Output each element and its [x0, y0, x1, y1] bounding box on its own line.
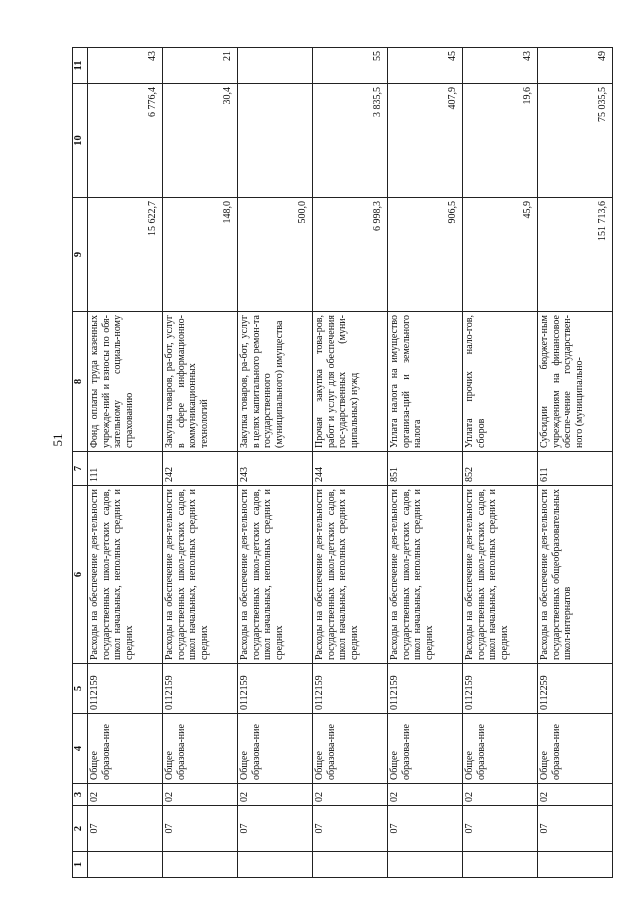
cell-plan-amount: 45,9	[463, 198, 538, 312]
header-col-3: 3	[73, 784, 88, 806]
cell-target-name: Расходы на обеспечение дея-тельности государственных школ-детских садов, школ начальных, неполных средних и средних	[388, 486, 463, 664]
cell-col-1	[238, 852, 313, 878]
header-col-6: 6	[73, 486, 88, 664]
cell-percent: 49	[538, 48, 613, 84]
cell-col-1	[88, 852, 163, 878]
header-row	[73, 48, 88, 878]
header-col-8: 8	[73, 312, 88, 452]
cell-target-name: Расходы на обеспечение дея-тельности государственных школ-детских садов, школ начальных, неполных средних и средних	[88, 486, 163, 664]
cell-expense-name: Субсидии бюджет-ным учреждениям на финансовое обеспе-чение государствен-ного (муниципально-	[538, 312, 613, 452]
cell-actual-amount: 19,6	[463, 84, 538, 198]
cell-expense-name: Закупка товаров, ра-бот, услуг в сфере информационно-коммуникационных технологий	[163, 312, 238, 452]
cell-expense-type: 852	[463, 452, 538, 486]
cell-target-name: Расходы на обеспечение дея-тельности государственных школ-детских садов, школ начальных, неполных средних и средних	[463, 486, 538, 664]
cell-col-1	[163, 852, 238, 878]
cell-percent: 55	[313, 48, 388, 84]
cell-actual-amount	[238, 84, 313, 198]
cell-section: 07	[463, 806, 538, 852]
cell-plan-amount: 906,5	[388, 198, 463, 312]
cell-col-1	[313, 852, 388, 878]
cell-col-1	[538, 852, 613, 878]
cell-actual-amount: 75 035,5	[538, 84, 613, 198]
table-row	[538, 48, 613, 878]
cell-percent: 21	[163, 48, 238, 84]
cell-plan-amount: 151 713,6	[538, 198, 613, 312]
cell-actual-amount: 3 835,5	[313, 84, 388, 198]
cell-section: 07	[388, 806, 463, 852]
rotated-table-wrapper	[72, 48, 627, 878]
header-col-5: 5	[73, 664, 88, 714]
cell-plan-amount: 500,0	[238, 198, 313, 312]
cell-col-1	[388, 852, 463, 878]
cell-section: 07	[238, 806, 313, 852]
cell-subsection: 02	[88, 784, 163, 806]
cell-section-name: Общее образова-ние	[238, 714, 313, 784]
cell-target-code: 0112159	[163, 664, 238, 714]
header-col-1: 1	[73, 852, 88, 878]
cell-target-name: Расходы на обеспечение дея-тельности государственных школ-детских садов, школ начальных, неполных средних и средних	[313, 486, 388, 664]
cell-target-code: 0112159	[313, 664, 388, 714]
cell-section: 07	[313, 806, 388, 852]
table-row	[163, 48, 238, 878]
cell-expense-type: 111	[88, 452, 163, 486]
page-number: 51	[50, 433, 65, 447]
cell-expense-type: 242	[163, 452, 238, 486]
cell-subsection: 02	[388, 784, 463, 806]
cell-target-code: 0112159	[388, 664, 463, 714]
cell-percent	[238, 48, 313, 84]
cell-plan-amount: 148,0	[163, 198, 238, 312]
cell-expense-name: Уплата прочих нало-гов, сборов	[463, 312, 538, 452]
cell-target-name: Расходы на обеспечение дея-тельности государственных школ-детских садов, школ начальных, неполных средних и средних	[163, 486, 238, 664]
cell-section-name: Общее образова-ние	[313, 714, 388, 784]
cell-target-name: Расходы на обеспечение дея-тельности государственных общеобразовательных школ-интернатов	[538, 486, 613, 664]
cell-actual-amount: 407,9	[388, 84, 463, 198]
cell-expense-name: Прочая закупка това-ров, работ и услуг для обеспечения гос-ударственных (муни-ципальных) нужд	[313, 312, 388, 452]
cell-subsection: 02	[238, 784, 313, 806]
cell-percent: 45	[388, 48, 463, 84]
cell-subsection: 02	[163, 784, 238, 806]
cell-col-1	[463, 852, 538, 878]
cell-expense-type: 244	[313, 452, 388, 486]
header-col-10: 10	[73, 84, 88, 198]
table-row	[463, 48, 538, 878]
cell-expense-name: Закупка товаров, ра-бот, услуг в целях капитального ремон-та государственного (муниципального) имущества	[238, 312, 313, 452]
cell-subsection: 02	[313, 784, 388, 806]
header-col-9: 9	[73, 198, 88, 312]
cell-expense-type: 611	[538, 452, 613, 486]
table-row	[313, 48, 388, 878]
cell-section: 07	[88, 806, 163, 852]
cell-section-name: Общее образова-ние	[538, 714, 613, 784]
cell-target-code: 0112159	[463, 664, 538, 714]
cell-expense-type: 851	[388, 452, 463, 486]
cell-target-code: 0112259	[538, 664, 613, 714]
cell-target-code: 0112159	[88, 664, 163, 714]
cell-target-code: 0112159	[238, 664, 313, 714]
cell-subsection: 02	[538, 784, 613, 806]
table-row	[388, 48, 463, 878]
header-col-2: 2	[73, 806, 88, 852]
cell-section-name: Общее образова-ние	[88, 714, 163, 784]
cell-expense-name: Фонд оплаты труда казенных учрежде-ний и взносы по обя-зательному социаль-ному страхованию	[88, 312, 163, 452]
cell-percent: 43	[88, 48, 163, 84]
header-col-11: 11	[73, 48, 88, 84]
cell-section-name: Общее образова-ние	[163, 714, 238, 784]
budget-table	[72, 47, 613, 878]
cell-section: 07	[538, 806, 613, 852]
cell-plan-amount: 6 998,3	[313, 198, 388, 312]
cell-section-name: Общее образова-ние	[463, 714, 538, 784]
cell-target-name: Расходы на обеспечение дея-тельности государственных школ-детских садов, школ начальных, неполных средних и средних	[238, 486, 313, 664]
cell-actual-amount: 30,4	[163, 84, 238, 198]
cell-expense-name: Уплата налога на имущество организа-ций и земельного налога	[388, 312, 463, 452]
cell-percent: 43	[463, 48, 538, 84]
cell-section-name: Общее образова-ние	[388, 714, 463, 784]
table-row	[88, 48, 163, 878]
cell-expense-type: 243	[238, 452, 313, 486]
header-col-7: 7	[73, 452, 88, 486]
cell-plan-amount: 15 622,7	[88, 198, 163, 312]
table-row	[238, 48, 313, 878]
cell-actual-amount: 6 776,4	[88, 84, 163, 198]
cell-section: 07	[163, 806, 238, 852]
header-col-4: 4	[73, 714, 88, 784]
cell-subsection: 02	[463, 784, 538, 806]
